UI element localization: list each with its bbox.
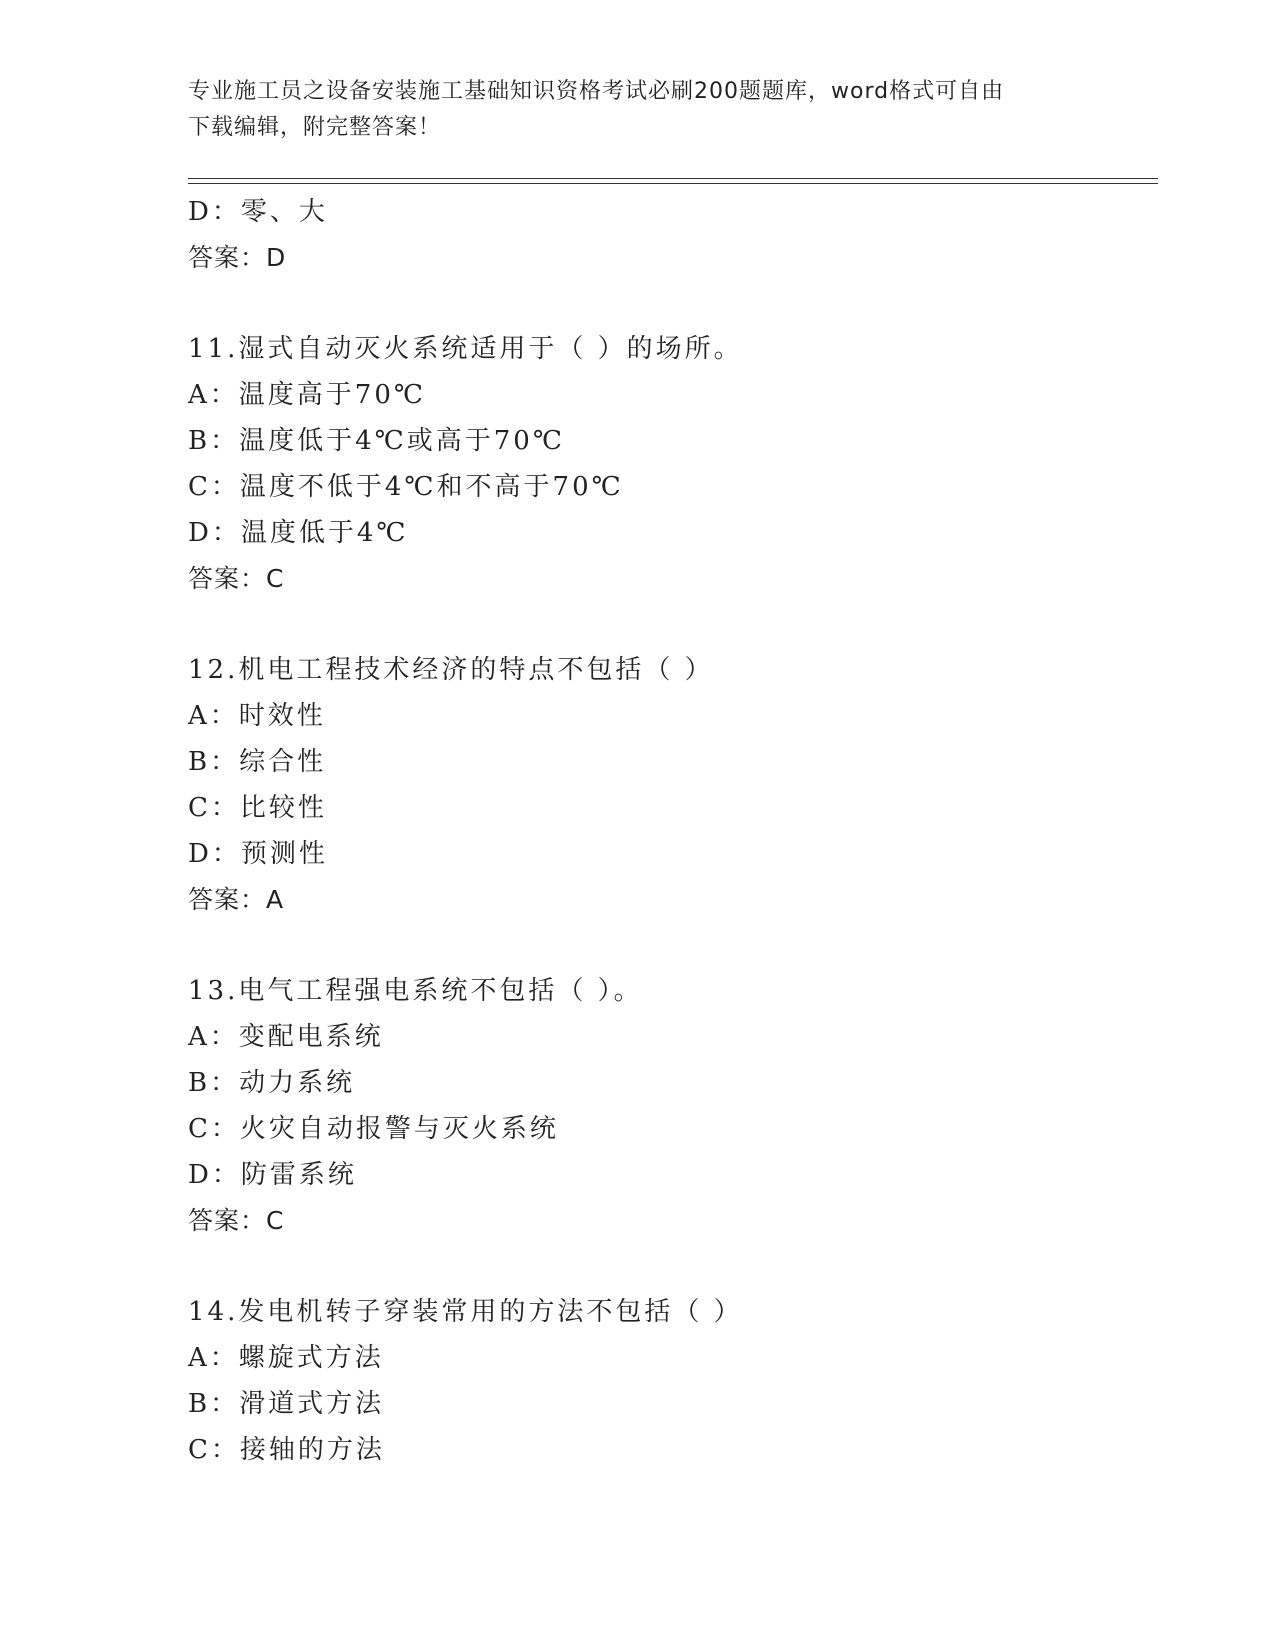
option-b: B：温度低于4℃或高于70℃ <box>188 426 565 456</box>
question-11 <box>188 326 1158 602</box>
option-d: D：防雷系统 <box>188 1160 357 1190</box>
option-d: D：零、大 <box>188 197 328 227</box>
question-14 <box>188 1289 1158 1473</box>
header-divider-bottom <box>188 183 1158 184</box>
option-b: B：动力系统 <box>188 1068 356 1098</box>
header-divider-top <box>188 178 1158 179</box>
document-header <box>188 74 1068 146</box>
option-c: C：温度不低于4℃和不高于70℃ <box>188 472 624 502</box>
answer-line: 答案：C <box>188 564 285 593</box>
question-content <box>188 189 1158 1473</box>
option-a: A：时效性 <box>188 701 326 731</box>
option-a: A：变配电系统 <box>188 1022 384 1052</box>
answer-line: 答案：A <box>188 885 285 914</box>
option-c: C：接轴的方法 <box>188 1435 385 1465</box>
option-b: B：综合性 <box>188 747 327 777</box>
question-stem: 12.机电工程技术经济的特点不包括（ ） <box>188 655 714 685</box>
question-stem: 11.湿式自动灭火系统适用于（ ）的场所。 <box>188 334 743 364</box>
option-a: A：螺旋式方法 <box>188 1343 384 1373</box>
option-a: A：温度高于70℃ <box>188 380 426 410</box>
question-12 <box>188 647 1158 923</box>
answer-line: 答案：D <box>188 243 287 272</box>
header-line-1: 专业施工员之设备安装施工基础知识资格考试必刷200题题库，word格式可自由 <box>188 79 1005 104</box>
option-b: B：滑道式方法 <box>188 1389 385 1419</box>
answer-line: 答案：C <box>188 1206 285 1235</box>
option-d: D：预测性 <box>188 839 328 869</box>
question-13 <box>188 968 1158 1244</box>
prev-question-tail <box>188 189 1158 281</box>
option-c: C：比较性 <box>188 793 327 823</box>
option-d: D：温度低于4℃ <box>188 518 409 548</box>
option-c: C：火灾自动报警与灭火系统 <box>188 1114 559 1144</box>
question-stem: 13.电气工程强电系统不包括（ ）。 <box>188 976 643 1006</box>
header-line-2: 下载编辑，附完整答案！ <box>188 115 442 140</box>
question-stem: 14.发电机转子穿装常用的方法不包括（ ） <box>188 1297 743 1327</box>
